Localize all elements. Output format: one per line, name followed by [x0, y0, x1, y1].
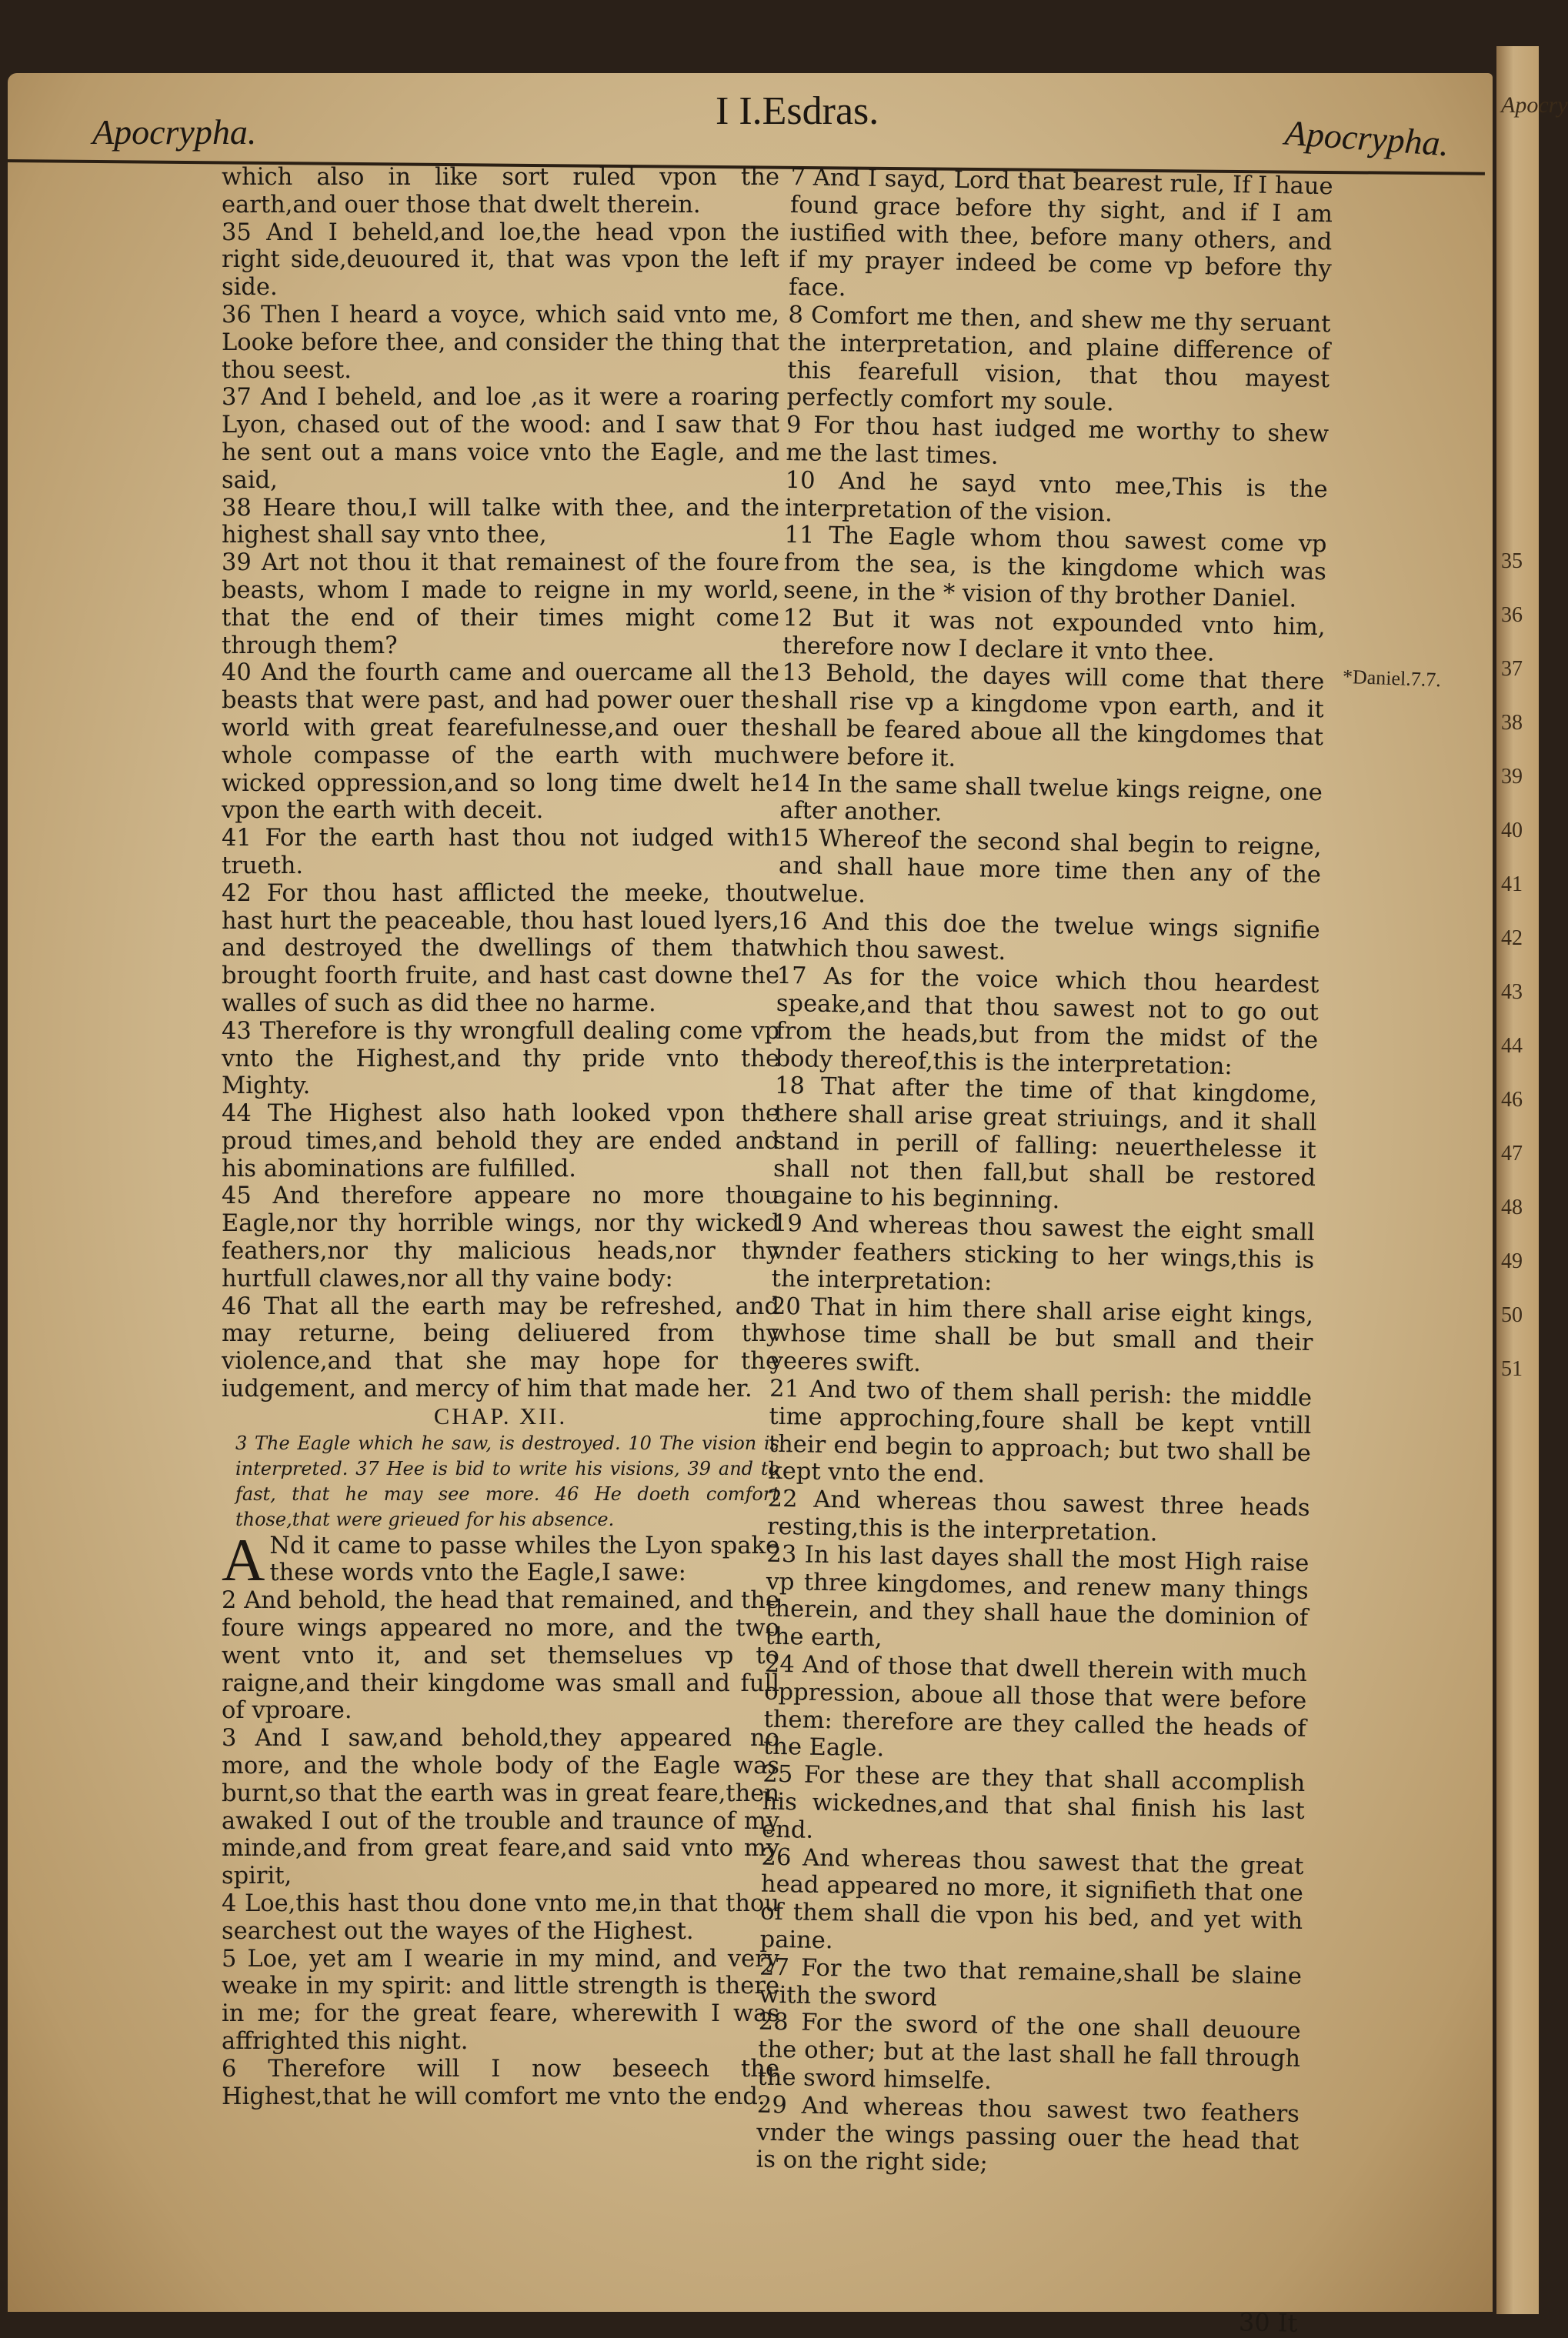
- chapter-summary: 3 The Eagle which he saw, is destroyed. 10 The vision is interpreted. 37 Hee is bid to write his visions, 39 and to fast, that he may see more. 46 He doeth comfort those,that were grieued for his absence.: [235, 1432, 779, 1530]
- verse-line: 9 For thou hast iudged me worthy to shew me the last times.: [786, 412, 1329, 470]
- edge-fragment: 49: [1501, 1249, 1523, 1273]
- margin-note: *Daniel.7.7.: [1342, 665, 1442, 692]
- verse-line: 4 Loe,this hast thou done vnto me,in that thou searchest out the wayes of the Highest.: [222, 1890, 779, 1945]
- edge-fragment: 47: [1501, 1142, 1523, 1166]
- adjacent-page-edge: [1496, 46, 1568, 2314]
- verse-line: 10 And he sayd vnto mee,This is the interpretation of the vision.: [784, 466, 1329, 527]
- verse-line: 3 And I saw,and behold,they appeared no more, and the whole body of the Eagle was burnt,so that the earth was in great feare,then awaked I out of the trouble and traunce of my minde,and from great feare,and said vnto my spirit,: [222, 1725, 779, 1890]
- edge-fragment: 40: [1501, 819, 1523, 842]
- edge-fragment: Apocry: [1501, 92, 1568, 118]
- verse-line: 43 Therefore is thy wrongfull dealing come vp vnto the Highest,and thy pride vnto the Mighty.: [222, 1017, 779, 1100]
- verse-line: 19 And whereas thou sawest the eight small vnder feathers sticking to her wings,this is the interpretation:: [771, 1210, 1316, 1296]
- book-page: [8, 73, 1493, 2338]
- verse-line: 35 And I beheld,and loe,the head vpon the right side,deuoured it, that was vpon the left side.: [222, 218, 779, 302]
- edge-fragment: 46: [1501, 1088, 1523, 1112]
- catchword: 30 It: [1238, 2307, 1298, 2338]
- chapter-heading: CHAP. XII.: [433, 1402, 568, 1429]
- running-head-right: Apocrypha.: [1283, 112, 1450, 164]
- verse-line: 44 The Highest also hath looked vpon the proud times,and behold they are ended and his abominations are fulfilled.: [222, 1100, 779, 1182]
- verse-line: 16 And this doe the twelue wings signifie which thou sawest.: [776, 907, 1321, 966]
- verse-line: 27 For the two that remaine,shall be slaine with the sword: [759, 1953, 1303, 2012]
- verse-line: 13 Behold, the dayes will come that there shall rise vp a kingdome vpon earth, and it shall be feared aboue all the kingdomes that were before it.: [780, 659, 1325, 772]
- verse-line: which also in like sort ruled vpon the earth,and ouer those that dwelt therein.: [222, 164, 779, 218]
- verse-line: 7 And I sayd, Lord that bearest rule, If I haue found grace before thy sight, and if I am iustified with thee, before many others, and if my prayer indeed be come vp before thy face.: [788, 164, 1333, 302]
- edge-fragment: 51: [1501, 1357, 1523, 1381]
- left-column: [222, 164, 779, 2110]
- verse-line: 12 But it was not expounded vnto him, therefore now I declare it vnto thee.: [782, 604, 1326, 667]
- verse-line: 6 Therefore will I now beseech the Highest,that he will comfort me vnto the end.: [222, 2055, 779, 2110]
- verse-line: 20 That in him there shall arise eight kings, whose time shall be but small and their yeeres swift.: [769, 1292, 1314, 1378]
- verse-line: 29 And whereas thou sawest two feathers vnder the wings passing ouer the head that is on the right side;: [756, 2091, 1300, 2178]
- edge-fragment: 39: [1501, 765, 1523, 789]
- verse-line: 22 And whereas thou sawest three heads resting,this is the interpretation.: [766, 1485, 1310, 1547]
- verse-line: 14 In the same shall twelue kings reigne, one after another.: [779, 769, 1323, 827]
- verse-line: 24 And of those that dwell therein with much oppression, aboue all those that were before them: therefore are they called the heads of the Eagle.: [762, 1650, 1308, 1763]
- edge-fragment: 48: [1501, 1196, 1523, 1219]
- edge-fragment: 41: [1501, 872, 1523, 896]
- edge-fragment: 50: [1501, 1303, 1523, 1327]
- verse-line: 28 For the sword of the one shall deuoure the other; but at the last shall he fall through the sword himselfe.: [757, 2009, 1302, 2095]
- verse-line: 26 And whereas thou sawest that the great head appeared no more, it signifieth that one of them shall die vpon his bed, and yet with paine.: [759, 1843, 1304, 1955]
- verse-line: 39 Art not thou it that remainest of the foure beasts, whom I made to reigne in my world, that the end of their times might come through them?: [222, 549, 779, 659]
- running-head-title: I I.Esdras.: [716, 89, 879, 133]
- edge-fragment: 37: [1501, 657, 1523, 681]
- edge-fragment: 44: [1501, 1034, 1523, 1058]
- right-column: [756, 164, 1333, 2183]
- verse-line: 5 Loe, yet am I wearie in my mind, and very weake in my spirit: and little strength is there in me; for the great feare, wherewith I was affrighted this night.: [222, 1945, 779, 2055]
- verse-line: 41 For the earth hast thou not iudged with trueth.: [222, 825, 779, 879]
- verse-line: 2 And behold, the head that remained, and the foure wings appeared no more, and the two went vnto it, and set themselues vp to raigne,and their kingdome was small and full of vproare.: [222, 1587, 779, 1725]
- verse-line: 37 And I beheld, and loe ,as it were a roaring Lyon, chased out of the wood: and I saw that he sent out a mans voice vnto the Eagle, and said,: [222, 384, 779, 494]
- verse-line: 11 The Eagle whom thou sawest come vp from the sea, is the kingdome which was seene, in the * vision of thy brother Daniel.: [783, 522, 1327, 613]
- edge-fragment: 42: [1501, 926, 1523, 950]
- edge-fragment: 43: [1501, 980, 1523, 1004]
- edge-fragment: 38: [1501, 711, 1523, 735]
- verse-line: Nd it came to passe whiles the Lyon spake these words vnto the Eagle,I sawe:: [269, 1532, 779, 1587]
- running-head-left: Apocrypha.: [92, 112, 257, 152]
- verse-line: 18 That after the time of that kingdome, there shall arise great striuings, and it shall stand in perill of falling: neuerthelesse it shall not then fall,but shall be restored againe to his beginning.: [772, 1072, 1318, 1215]
- verse-line: 38 Heare thou,I will talke with thee, and the highest shall say vnto thee,: [222, 494, 779, 549]
- verse-line: 25 For these are they that shall accomplish his wickednes,and that shal finish his last end.: [761, 1760, 1306, 1844]
- verse-line: 42 For thou hast afflicted the meeke, thou hast hurt the peaceable, thou hast loued lyers, and destroyed the dwellings of them that brought foorth fruite, and hast cast downe the walles of such as did thee no harme.: [222, 879, 779, 1017]
- edge-fragment: 35: [1501, 549, 1523, 573]
- verse-line: 40 And the fourth came and ouercame all the beasts that were past, and had power ouer the world with great fearefulnesse,and ouer the whole compasse of the earth with much wicked oppression,and so long time dwelt he vpon the earth with deceit.: [222, 659, 779, 825]
- verse-line: 17 As for the voice which thou heardest speake,and that thou sawest not to go out from the heads,but from the midst of the body thereof,this is the interpretation:: [775, 962, 1319, 1080]
- drop-cap: A: [222, 1526, 265, 1593]
- verse-line: 8 Comfort me then, and shew me thy seruant the interpretation, and plaine difference of this fearefull vision, that thou mayest perfectly comfort my soule.: [786, 301, 1331, 417]
- verse-line: 21 And two of them shall perish: the middle time approching,foure shall be kept vntill their end begin to approach; but two shall be kept vnto the end.: [768, 1375, 1313, 1489]
- chapter-opening: [222, 1526, 779, 1593]
- verse-line: 36 Then I heard a voyce, which said vnto me, Looke before thee, and consider the thing that thou seest.: [222, 301, 779, 384]
- verse-line: 23 In his last dayes shall the most High raise vp three kingdomes, and renew many things therein, and they shall haue the dominion of the earth,: [765, 1540, 1309, 1653]
- verse-line: 15 Whereof the second shal begin to reigne, and shall haue more time then any of the twelue.: [778, 824, 1322, 909]
- edge-fragment: 36: [1501, 603, 1523, 627]
- verse-line: 46 That all the earth may be refreshed, and may returne, being deliuered from thy violence,and that she may hope for the iudgement, and mercy of him that made her.: [222, 1292, 779, 1403]
- verse-line: 45 And therefore appeare no more thou Eagle,nor thy horrible wings, nor thy wicked feathers,nor thy malicious heads,nor thy hurtfull clawes,nor all thy vaine body:: [222, 1182, 779, 1292]
